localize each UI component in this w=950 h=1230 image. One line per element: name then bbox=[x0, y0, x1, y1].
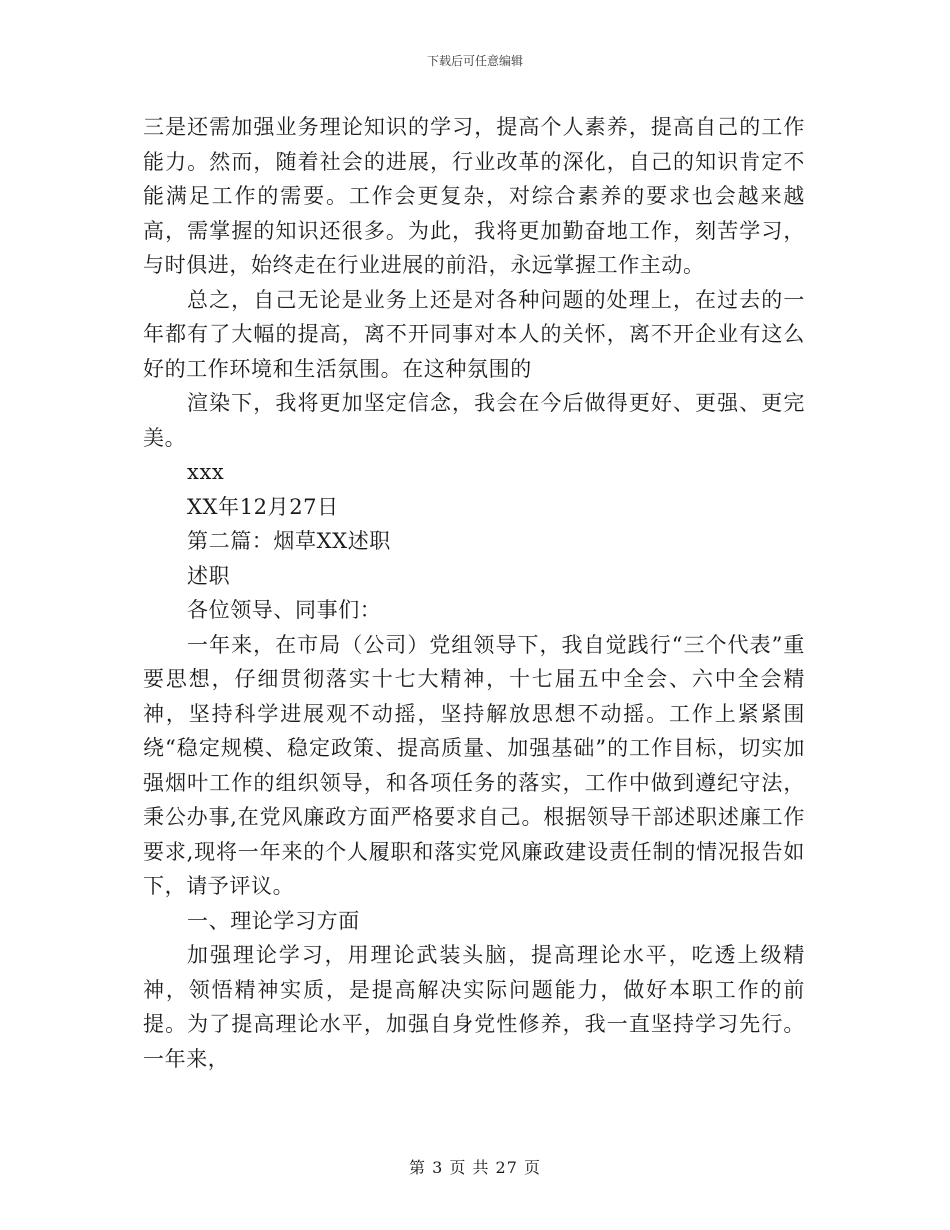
paragraph: 三是还需加强业务理论知识的学习，提高个人素养，提高自己的工作能力。然而，随着社会的进展，行业改革的深化，自己的知识肯定不能满足工作的需要。工作会更复杂，对综合素养的要求也会越来越高，需掌握的知识还很多。为此，我将更加勤奋地工作，刻苦学习，与时俱进，始终走在行业进展的前沿，永远掌握工作主动。 bbox=[143, 115, 805, 277]
section-heading: 一、理论学习方面 bbox=[187, 908, 360, 933]
document-title: 述职 bbox=[187, 563, 231, 588]
paragraph: 总之，自己无论是业务上还是对各种问题的处理上，在过去的一年都有了大幅的提高，离不开同事对本人的关怀，离不开企业有这么好的工作环境和生活氛围。在这种氛围的 bbox=[143, 287, 805, 381]
paragraph: 一年来，在市局（公司）党组领导下，我自觉践行“三个代表”重要思想，仔细贯彻落实十七大精神，十七届五中全会、六中全会精神，坚持科学进展观不动摇，坚持解放思想不动摇。工作上紧紧围绕“稳定规模、稳定政策、提高质量、加强基础”的工作目标，切实加强烟叶工作的组织领导，和各项任务的落实，工作中做到遵纪守法，秉公办事,在党风廉政方面严格要求自己。根据领导干部述职述廉工作要求,现将一年来的个人履职和落实党风廉政建设责任制的情况报告如下，请予评议。 bbox=[143, 632, 805, 898]
paragraph: 加强理论学习，用理论武装头脑，提高理论水平，吃透上级精神，领悟精神实质，是提高解决实际问题能力，做好本职工作的前提。为了提高理论水平，加强自身党性修养，我一直坚持学习先行。一年来， bbox=[143, 943, 805, 1071]
document-body bbox=[143, 110, 805, 1076]
page-header: 下载后可任意编辑 bbox=[426, 54, 523, 68]
page-number: 第 3 页 共 27 页 bbox=[409, 1158, 541, 1177]
signature-name: xxx bbox=[187, 460, 225, 484]
paragraph: 渲染下，我将更加坚定信念，我会在今后做得更好、更强、更完美。 bbox=[143, 391, 805, 450]
section-title: 第二篇：烟草XX述职 bbox=[187, 529, 391, 553]
signature-date: XX年12月27日 bbox=[187, 494, 339, 519]
salutation: 各位领导、同事们： bbox=[187, 598, 382, 622]
